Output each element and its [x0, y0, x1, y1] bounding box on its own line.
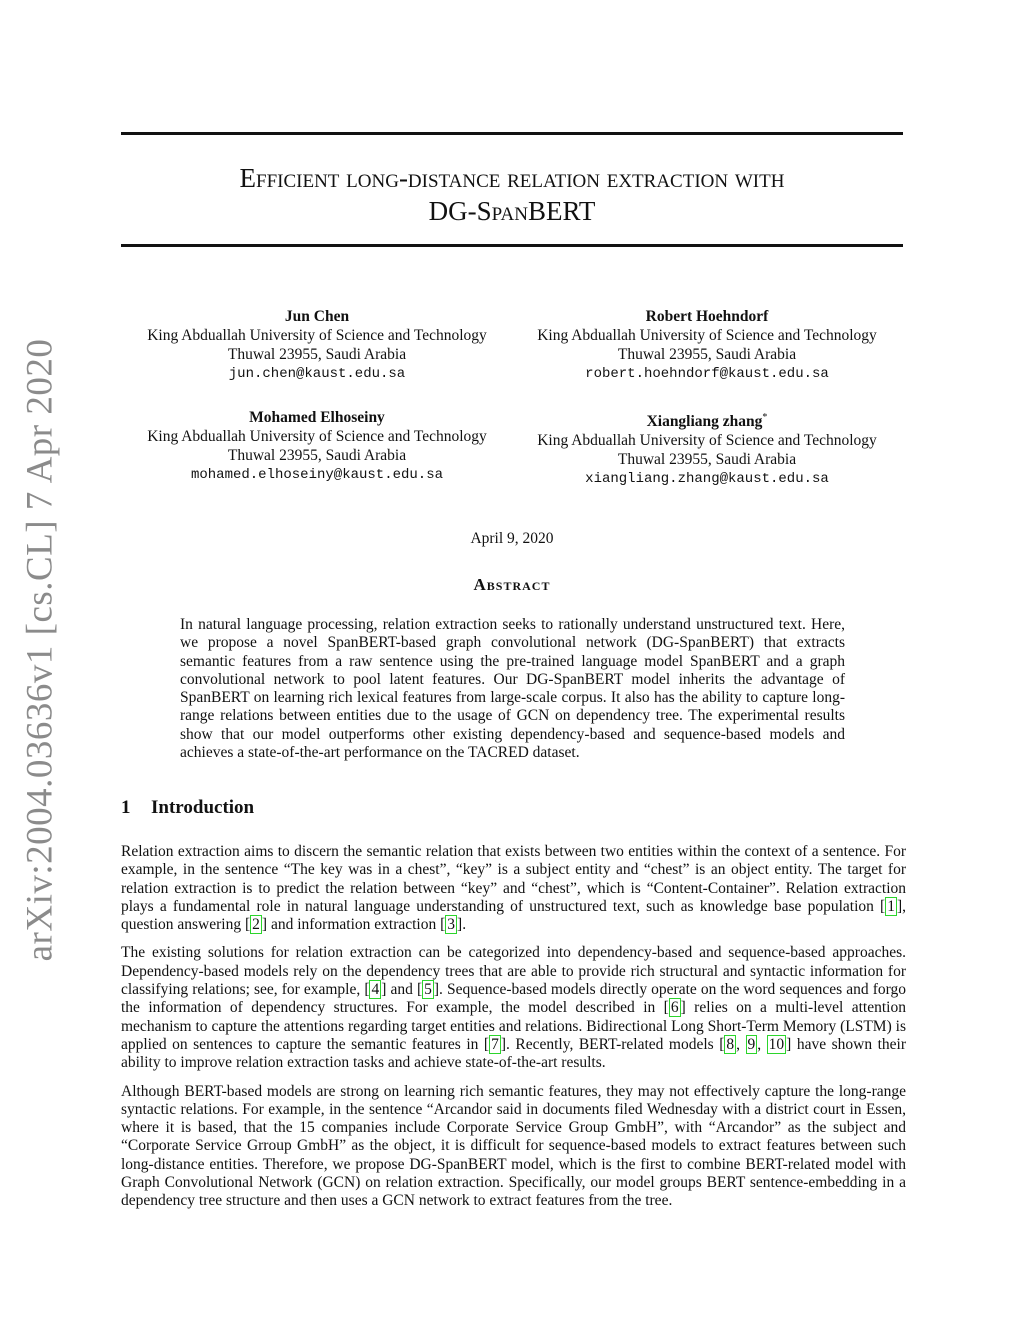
author-name: Mohamed Elhoseiny	[249, 409, 385, 426]
title-line-2: DG-SpanBERT	[428, 196, 596, 226]
citation-link[interactable]: 3	[447, 916, 456, 934]
author-block	[117, 408, 517, 485]
citation-link[interactable]: 4	[371, 981, 380, 999]
author-block	[117, 307, 517, 384]
citation-link[interactable]: 10	[768, 1035, 785, 1053]
introduction-body	[121, 843, 906, 1221]
author-name-text: Xiangliang zhang	[646, 413, 763, 431]
paragraph: The existing solutions for relation extraction can be categorized into dependency-based and sequence-based approaches. Dependency-based models rely on the dependency trees that are able to provide rich structural and syntactic information for classifying relations; see, for example, [ 4 ] and [ 5 ]. Sequence-based models directly operate on the word sequences and forgo the information of dependency structures. For example, the model described in [ 6 ] relies on a multi-level attention mechanism to capture the attentions regarding target entities and relations. Bidirectional Long Short-Term Memory (LSTM) is applied on sentences to capture the semantic features in [ 7 ]. Recently, BERT-related models [ 8 , 9 , 10 ] have shown their ability to improve relation extraction tasks and achieve state-of-the-art results.	[121, 944, 907, 1072]
paragraph: Although BERT-based models are strong on learning rich semantic features, they may not effectively capture the long-range syntactic relations. For example, in the sentence “Arcandor said in documents filed Wednesday with a district court in Essen, where it is based, that the 15 companies include Corporate Service Group GmbH”, with “Arcandor” as the subject and “Corporate Service Grroup GmbH” as the object, it is difficult for sequence-based models to extract features between such long-distance entities. Therefore, we propose DG-SpanBERT model, which is the first to combine BERT-related model with Graph Convolutional Network (GCN) on relation extraction. Specifically, our model groups BERT sentence-embedding in a dependency tree structure and then uses a GCN network to extract features from the tree.	[121, 1082, 906, 1210]
author-location: Thuwal 23955, Saudi Arabia	[617, 451, 797, 469]
author-block	[507, 307, 907, 384]
citation-link[interactable]: 8	[726, 1035, 735, 1053]
author-affiliation: King Abduallah University of Science and Technology	[537, 327, 877, 344]
author-affiliation: King Abduallah University of Science and Technology	[147, 327, 487, 344]
author-email[interactable]: xiangliang.zhang@kaust.edu.sa	[585, 471, 829, 488]
paragraph-text: . Recently, BERT-related models	[505, 1035, 720, 1053]
citation-separator: ,	[736, 1035, 746, 1053]
corresponding-author-marker: *	[762, 412, 768, 423]
author-email[interactable]: jun.chen@kaust.edu.sa	[228, 366, 406, 382]
paragraph-text: , question answering	[121, 897, 906, 934]
title-line-1: Efficient long-distance relation extraction with	[239, 163, 785, 193]
author-affiliation: King Abduallah University of Science and Technology	[147, 428, 487, 445]
author-name: Robert Hoehndorf	[645, 308, 769, 325]
author-location: Thuwal 23955, Saudi Arabia	[227, 447, 407, 464]
citation-link[interactable]: 2	[252, 916, 260, 934]
paragraph-text: and	[386, 981, 417, 999]
author-location: Thuwal 23955, Saudi Arabia	[227, 346, 407, 363]
citation-link[interactable]: 9	[747, 1035, 756, 1053]
author-name: Jun Chen	[284, 308, 350, 325]
author-location: Thuwal 23955, Saudi Arabia	[617, 346, 797, 363]
section-heading	[121, 797, 254, 819]
title-rule-top	[121, 132, 903, 135]
paragraph-text: . Sequence-based models directly operate on the word sequences and forgo the information of dependency structures. For example, the model described in	[121, 981, 906, 1017]
paragraph-text: The existing solutions for relation extraction can be categorized into dependency-based and sequence-based approaches. Dependency-based models rely on the dependency trees that are able to provide rich structural and syntactic information for classifying relations; see, for example,	[121, 944, 906, 999]
citation-link[interactable]: 1	[887, 897, 895, 915]
author-email[interactable]: mohamed.elhoseiny@kaust.edu.sa	[190, 467, 444, 483]
author-block	[507, 408, 907, 489]
arxiv-side-stamp: arXiv:2004.03636v1 [cs.CL] 7 Apr 2020	[19, 338, 61, 962]
citation-link[interactable]: 6	[670, 999, 679, 1017]
title-rule-bottom	[121, 244, 903, 247]
paragraph-text: and information extraction	[267, 916, 441, 934]
paragraph: Relation extraction aims to discern the semantic relation that exists between two entities within the context of a sentence. For example, in the sentence “The key was in a chest”, “key” is a subject entity and “chest” is an object entity. The target for relation extraction is to predict the relation between “key” and “chest”, which is “Content-Container”. Relation extraction plays a fundamental role in natural language understanding of unstructured text, such as knowledge base population [ 1 ], question answering [ 2 ] and information extraction [ 3 ].	[121, 843, 906, 934]
abstract-heading: Abstract	[473, 575, 551, 594]
citation-link[interactable]: 7	[491, 1035, 499, 1053]
section-number: 1	[121, 797, 131, 818]
paragraph-text: relies on a multi-level attention mechanism to capture the attentions regarding target entities and relations. Bidirectional Long Short-Term Memory (LSTM) is applied on sentences to capture the semantic features in	[121, 999, 906, 1053]
citation-link[interactable]: 5	[424, 981, 432, 999]
author-affiliation: King Abduallah University of Science and Technology	[537, 432, 877, 450]
paragraph-text: Relation extraction aims to discern the semantic relation that exists between two entities within the context of a sentence. For example, in the sentence “The key was in a chest”, “key” is a subject entity and “chest” is an object entity. The target for relation extraction is to predict the relation between “key” and “chest”, which is “Content-Container”. Relation extraction plays a fundamental role in natural language understanding of unstructured text, such as knowledge base population	[121, 843, 906, 915]
author-email[interactable]: robert.hoehndorf@kaust.edu.sa	[585, 366, 829, 382]
paragraph-text: .	[462, 916, 467, 934]
paper-title	[121, 162, 903, 228]
paper-date: April 9, 2020	[470, 530, 554, 547]
paragraph-text: have shown their ability to improve relation extraction tasks and achieve state-of-the-art results.	[121, 1035, 907, 1072]
abstract-text: In natural language processing, relation extraction seeks to rationally understand unstructured text. Here, we propose a novel SpanBERT-based graph convolutional network (DG-SpanBERT) that extracts semantic features from a raw sentence using the pre-trained language model SpanBERT and a graph convolutional network to pool latent features. Our DG-SpanBERT model inherits the advantage of SpanBERT on learning rich lexical features from large-scale corpus. It also has the ability to capture long-range relations between entities due to the usage of GCN on dependency tree. The experimental results show that our model outperforms other existing dependency-based and sequence-based models and achieves a state-of-the-art performance on the TACRED dataset.	[180, 616, 845, 762]
author-name	[507, 408, 907, 431]
section-title: Introduction	[151, 797, 255, 818]
citation-separator: ,	[757, 1035, 767, 1053]
